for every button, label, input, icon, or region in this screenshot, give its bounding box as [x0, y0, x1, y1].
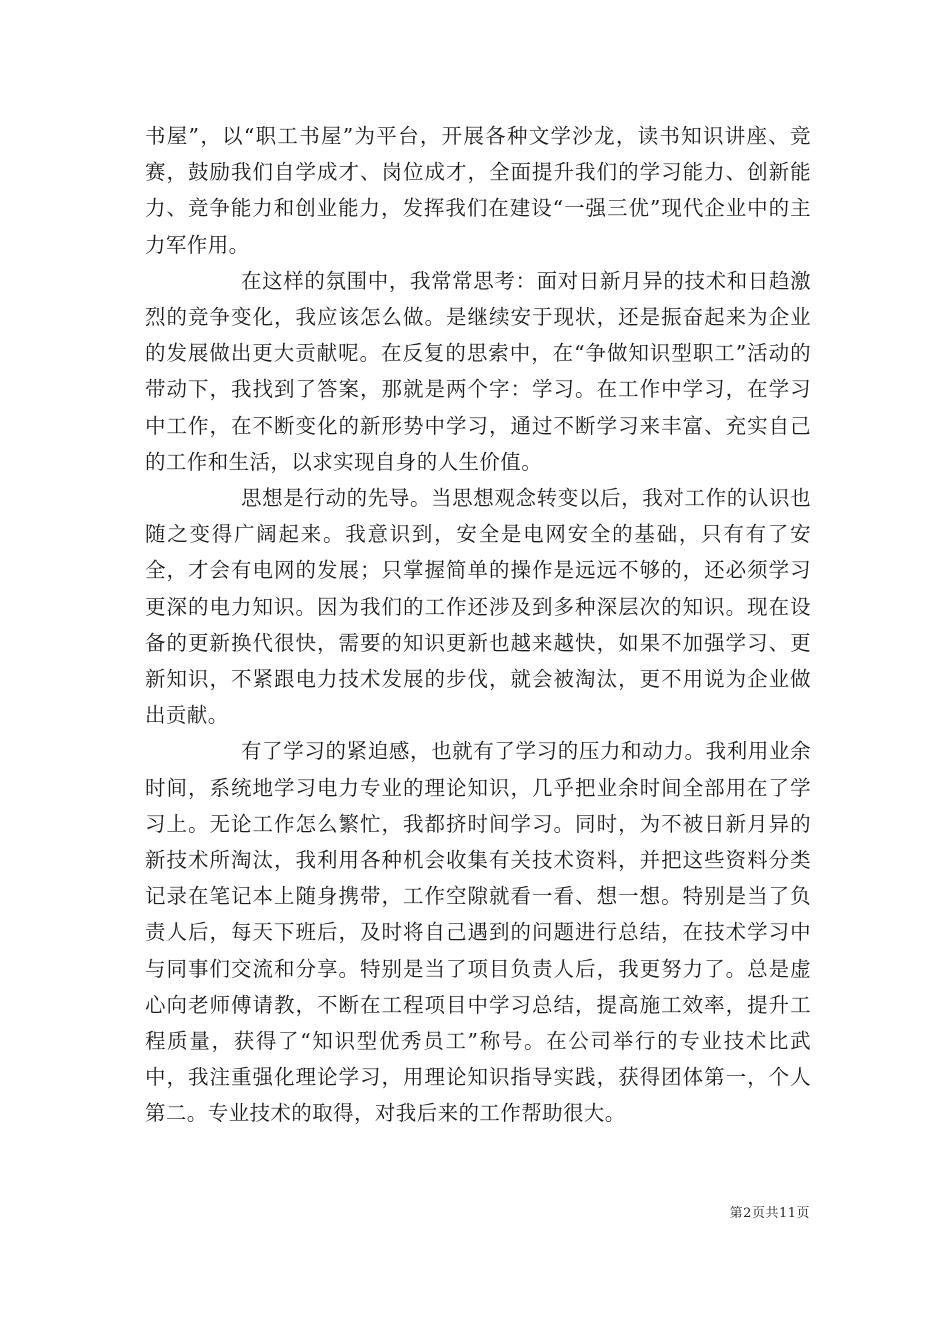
page-number-footer: 第2页共11页 — [729, 1206, 810, 1221]
paragraph: 思想是行动的先导。当思想观念转变以后，我对工作的认识也随之变得广阔起来。我意识到，安全是电网安全的基础，只有有了安全，才会有电网的发展；只掌握简单的操作是远远不够的，还必须学习更深的电力知识。因为我们的工作还涉及到多种深层次的知识。现在设备的更新换代很快，需要的知识更新也越来越快，如果不加强学习、更新知识，不紧跟电力技术发展的步伐，就会被淘汰，更不用说为企业做出贡献。 — [145, 486, 811, 728]
paragraph: 有了学习的紧迫感，也就有了学习的压力和动力。我利用业余时间，系统地学习电力专业的理论知识，几乎把业余时间全部用在了学习上。无论工作怎么繁忙，我都挤时间学习。同时，为不被日新月异的新技术所淘汰，我利用各种机会收集有关技术资料，并把这些资料分类记录在笔记本上随身携带，工作空隙就看一看、想一想。特别是当了负责人后，每天下班后，及时将自己遇到的问题进行总结，在技术学习中与同事们交流和分享。特别是当了项目负责人后，我更努力了。总是虚心向老师傅请教，不断在工程项目中学习总结，提高施工效率，提升工程质量，获得了“知识型优秀员工”称号。在公司举行的专业技术比武中，我注重强化理论学习，用理论知识指导实践，获得团体第一，个人第二。专业技术的取得，对我后来的工作帮助很大。 — [145, 739, 811, 1126]
paragraph-continued: 书屋”，以“职工书屋”为平台，开展各种文学沙龙，读书知识讲座、竞赛，鼓励我们自学成才、岗位成才，全面提升我们的学习能力、创新能力、竞争能力和创业能力，发挥我们在建设“一强三优”现代企业中的主力军作用。 — [145, 124, 811, 257]
paragraph: 在这样的氛围中，我常常思考：面对日新月异的技术和日趋激烈的竞争变化，我应该怎么做。是继续安于现状，还是振奋起来为企业的发展做出更大贡献呢。在反复的思索中，在“争做知识型职工”活动的带动下，我找到了答案，那就是两个字：学习。在工作中学习，在学习中工作，在不断变化的新形势中学习，通过不断学习来丰富、充实自己的工作和生活，以求实现自身的人生价值。 — [145, 268, 811, 474]
document-body — [145, 118, 811, 1132]
